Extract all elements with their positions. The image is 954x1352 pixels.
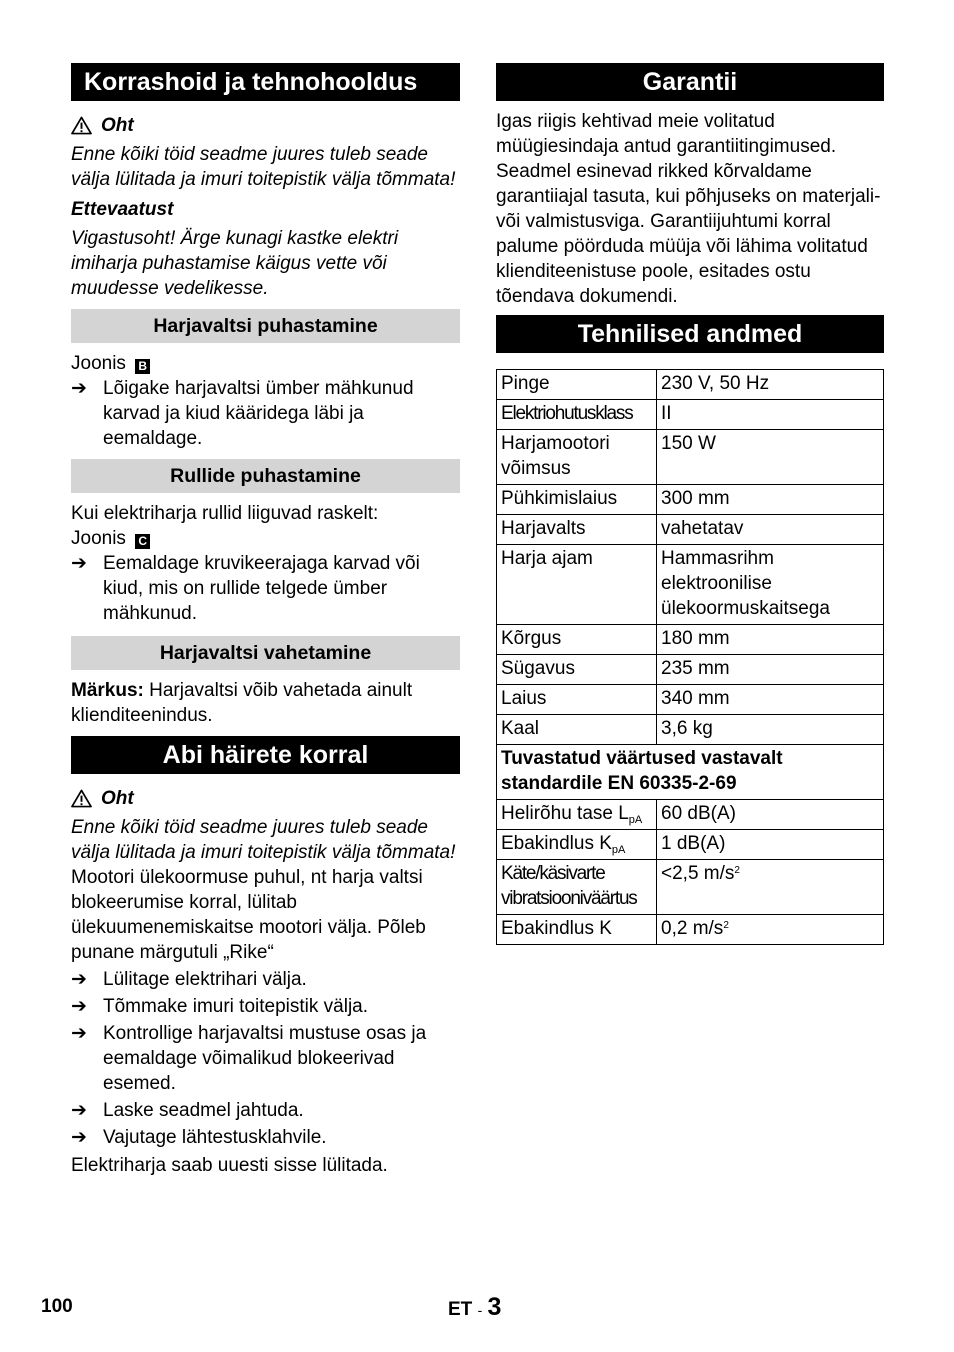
overload-text: Mootori ülekoormuse puhul, nt harja valtsi blokeerumise korral, lülitab ülekuumenemiskaitse mootori välja. Põleb punane märgutuli „Rike“	[71, 867, 426, 963]
arrow-right-icon: ➔	[71, 1127, 87, 1148]
replace-note: Märkus: Harjavaltsi võib vahetada ainult klienditeenindus.	[71, 680, 413, 726]
table-row: Pinge 230 V, 50 Hz	[497, 370, 884, 400]
danger-text: Enne kõiki töid seadme juures tuleb seade välja lülitada ja imuri toitepistik välja tõmmata!	[71, 817, 456, 863]
roller-cleaning-heading: Rullide puhastamine	[71, 459, 460, 493]
brush-cleaning-heading: Harjavaltsi puhastamine	[71, 309, 460, 343]
danger-text: Enne kõiki töid seadme juures tuleb seade välja lülitada ja imuri toitepistik välja tõmmata!	[71, 144, 456, 190]
table-row: Elektriohutusklass II	[497, 400, 884, 430]
caution-text: Vigastusoht! Ärge kunagi kastke elektri imiharja puhastamise käigus vette või muudesse vedelikesse.	[71, 228, 399, 299]
warning-triangle-icon	[71, 789, 92, 808]
specs-table	[496, 369, 884, 945]
step-item: ➔ Lõigake harjavaltsi ümber mähkunud karvad ja kiud kääridega läbi ja eemaldage.	[71, 378, 414, 449]
specs-heading: Tehnilised andmed	[496, 315, 884, 353]
step-item: ➔ Kontrollige harjavaltsi mustuse osas ja eemaldage võimalikud blokeerivad esemed.	[71, 1023, 427, 1094]
step-item: ➔ Eemaldage kruvikeerajaga karvad või kiud, mis on rullide telgede ümber mähkunud.	[71, 553, 420, 624]
page-number: 100	[41, 1296, 73, 1317]
step-item: ➔ Tõmmake imuri toitepistik välja.	[71, 996, 369, 1017]
step-item: ➔ Vajutage lähtestusklahvile.	[71, 1127, 327, 1148]
figure-reference-b: Joonis B	[71, 351, 460, 376]
closing-text: Elektriharja saab uuesti sisse lülitada.	[71, 1155, 388, 1176]
warranty-text: Igas riigis kehtivad meie volitatud müügiesindaja antud garantiitingimused. Seadmel esinevad rikked kõrvaldame garantiiajal tasuta, kui põhjuseks on materjali- või valmistusviga. Garantiijuhtumi korral palume pöörduda müüja või lähima volitatud klienditeenistuse poole, esitades ostu tõendava dokumendi.	[496, 111, 881, 307]
arrow-right-icon: ➔	[71, 969, 87, 990]
arrow-right-icon: ➔	[71, 1100, 87, 1121]
arrow-right-icon: ➔	[71, 553, 87, 574]
table-row: Laius 340 mm	[497, 685, 884, 715]
danger-label: Oht	[101, 787, 134, 809]
table-row: Harjavalts vahetatav	[497, 515, 884, 545]
danger-label: Oht	[101, 114, 134, 136]
step-item: ➔ Lülitage elektrihari välja.	[71, 969, 307, 990]
troubleshooting-heading: Abi häirete korral	[71, 736, 460, 774]
table-row: Kaal 3,6 kg	[497, 715, 884, 745]
measured-header-row: Tuvastatud väärtused vastavalt standardile EN 60335-2-69	[497, 745, 884, 800]
table-row: Sügavus 235 mm	[497, 655, 884, 685]
arrow-right-icon: ➔	[71, 1023, 87, 1044]
warranty-heading: Garantii	[496, 63, 884, 101]
caution-label: Ettevaatust	[71, 199, 174, 220]
right-column	[496, 63, 884, 945]
arrow-right-icon: ➔	[71, 996, 87, 1017]
danger-notice	[71, 113, 460, 138]
left-column	[71, 63, 460, 1178]
table-row: Käte/käsivarte vibratsiooniväärtus <2,5 $m/s^2$	[497, 860, 884, 915]
table-row: Ebakindlus $K_{pA}$ 1 dB(A)	[497, 830, 884, 860]
table-row: Helirõhu tase $L_{pA}$ 60 dB(A)	[497, 800, 884, 830]
brush-replace-heading: Harjavaltsi vahetamine	[71, 636, 460, 670]
arrow-right-icon: ➔	[71, 378, 87, 399]
table-row: Ebakindlus K 0,2 $m/s^2$	[497, 915, 884, 945]
figure-b-badge: B	[135, 359, 150, 374]
figure-c-badge: C	[135, 534, 150, 549]
section-page-label: ET - 3	[448, 1293, 502, 1321]
maintenance-heading: Korrashoid ja tehnohooldus	[71, 63, 460, 101]
table-row: Kõrgus 180 mm	[497, 625, 884, 655]
table-row: Pühkimislaius 300 mm	[497, 485, 884, 515]
table-row: Harjamootori võimsus 150 W	[497, 430, 884, 485]
step-item: ➔ Laske seadmel jahtuda.	[71, 1100, 304, 1121]
danger-notice	[71, 786, 460, 811]
warning-triangle-icon	[71, 116, 92, 135]
table-row: Harja ajam Hammasrihm elektroonilise ülekoormuskaitsega	[497, 545, 884, 625]
roller-intro: Kui elektriharja rullid liiguvad raskelt:	[71, 503, 379, 524]
figure-reference-c: Joonis C	[71, 526, 460, 551]
